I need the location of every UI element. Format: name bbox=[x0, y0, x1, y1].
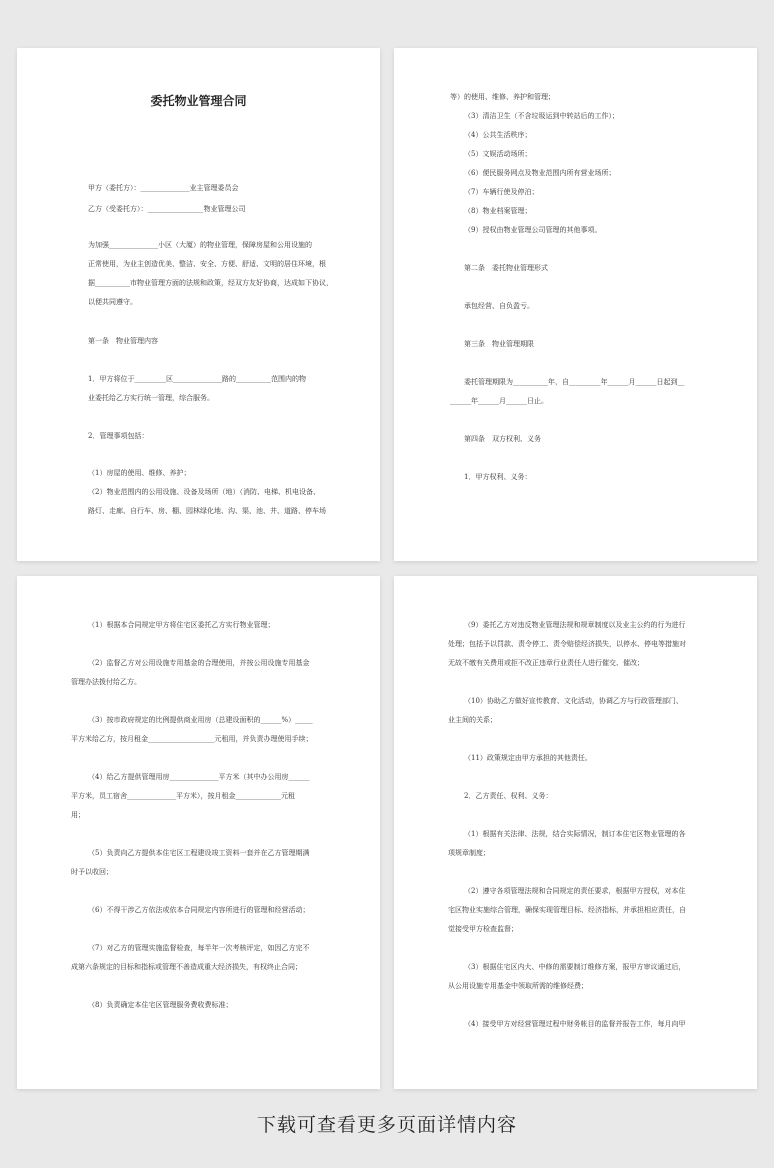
text-line: 2．管理事项包括： bbox=[88, 432, 149, 440]
text-line: 业委托给乙方实行统一管理，综合服务。 bbox=[88, 394, 214, 402]
text-line: （4）公共生活秩序； bbox=[464, 131, 532, 139]
section-heading: 第四条 双方权利、义务 bbox=[464, 435, 541, 443]
text-line: （5）文娱活动场所； bbox=[464, 150, 532, 158]
text-line: 从公用设施专用基金中领取所需的维修经费； bbox=[448, 982, 588, 990]
text-line: （1）房屋的使用、维修、养护； bbox=[88, 469, 191, 477]
text-line: （4）接受甲方对经营管理过程中财务帐目的监督并报告工作，每月向甲 bbox=[464, 1020, 686, 1028]
text-line: （6）不得干涉乙方依法或依本合同规定内容所进行的管理和经营活动； bbox=[88, 906, 310, 914]
section-heading: 第一条 物业管理内容 bbox=[88, 337, 158, 345]
text-line: 觉接受甲方检查监督； bbox=[448, 925, 518, 933]
text-line: 委托管理期限为__________年，自_________年______月______日起到__ bbox=[464, 378, 685, 386]
section-heading: 第二条 委托物业管理形式 bbox=[464, 264, 548, 272]
text-line: （3）根据住宅区内大、中修的需要制订维修方案，报甲方审议通过后， bbox=[464, 963, 686, 971]
text-line: （10）协助乙方做好宣传教育、文化活动，协调乙方与行政管理部门、 bbox=[464, 697, 683, 705]
text-line: 正常使用，为业主创造优美、整洁、安全、方便、舒适、文明的居住环境，根 bbox=[88, 260, 326, 268]
document-page-3 bbox=[17, 576, 380, 1089]
text-line: （8）物业档案管理； bbox=[464, 207, 532, 215]
text-line: 路灯、走廊、自行车、房、棚、园林绿化地、沟、渠、池、井、道路、停车场 bbox=[88, 507, 326, 515]
text-line: 承包经营、自负盈亏。 bbox=[464, 302, 534, 310]
section-heading: 第三条 物业管理期限 bbox=[464, 340, 534, 348]
text-line: 1．甲方权利、义务： bbox=[464, 473, 532, 481]
text-line: 项规章制度； bbox=[448, 849, 490, 857]
text-line: 据__________市物业管理方面的法规和政策，经双方友好协商，达成如下协议， bbox=[88, 279, 333, 287]
text-line: （2）物业范围内的公用设施、设备及场所（地）（消防、电梯、机电设备、 bbox=[88, 488, 320, 496]
text-line: 平方米，员工宿舍______________平方米），按月租金_____________元租 bbox=[71, 792, 295, 800]
text-line: （7）车辆行使及停泊； bbox=[464, 188, 539, 196]
download-more-caption: 下载可查看更多页面详情内容 bbox=[256, 1114, 517, 1136]
text-line: （3）按市政府规定的比例提供商业用房（总建设面积的______%）_____ bbox=[88, 716, 313, 724]
text-line: （6）便民服务网点及物业范围内所有营业场所； bbox=[464, 169, 616, 177]
text-line: 1．甲方将位于_________区______________路的__________范围内的物 bbox=[88, 375, 306, 383]
text-line: 以便共同遵守。 bbox=[88, 298, 137, 306]
text-line: （1）根据本合同规定甲方将住宅区委托乙方实行物业管理； bbox=[88, 621, 275, 629]
text-line: 处理；包括予以罚款、责令停工、责令赔偿经济损失，以停水、停电等措施对 bbox=[448, 640, 686, 648]
text-line: （2）遵守各项管理法规和合同规定的责任要求，根据甲方授权，对本住 bbox=[464, 887, 686, 895]
text-line: （7）对乙方的管理实施监督检查，每半年一次考核评定，如因乙方完不 bbox=[88, 944, 310, 952]
text-line: 时予以收回； bbox=[71, 868, 113, 876]
text-line: 甲方（委托方）：______________业主管理委员会 bbox=[88, 184, 239, 192]
text-line: （1）根据有关法律、法规，结合实际情况，制订本住宅区物业管理的各 bbox=[464, 830, 686, 838]
text-line: 用； bbox=[71, 811, 85, 819]
text-line: 业主间的关系； bbox=[448, 716, 497, 724]
text-line: 管理办法拨付给乙方。 bbox=[71, 678, 141, 686]
text-line: （9）授权由物业管理公司管理的其他事项。 bbox=[464, 226, 602, 234]
text-line: （3）清洁卫生（不含垃圾运到中转站后的工作）； bbox=[464, 112, 619, 120]
text-line: （5）负责向乙方提供本住宅区工程建设竣工资料一套并在乙方管理期满 bbox=[88, 849, 310, 857]
text-line: （9）委托乙方对违反物业管理法规和规章制度以及业主公约的行为进行 bbox=[464, 621, 686, 629]
document-page-4 bbox=[394, 576, 757, 1089]
text-line: 成第六条规定的目标和指标或管理不善造成重大经济损失，有权终止合同； bbox=[71, 963, 302, 971]
text-line: （8）负责确定本住宅区管理服务费收费标准； bbox=[88, 1001, 233, 1009]
text-line: 等）的使用、维修、养护和管理； bbox=[450, 93, 555, 101]
text-line: 为加强______________小区（大厦）的物业管理，保障房屋和公用设施的 bbox=[88, 241, 312, 249]
text-line: （11）政策规定由甲方承担的其他责任。 bbox=[464, 754, 592, 762]
text-line: 2．乙方责任、权利、义务： bbox=[464, 792, 553, 800]
text-line: （2）监督乙方对公用设施专用基金的合理使用，并按公用设施专用基金 bbox=[88, 659, 310, 667]
text-line: ______年______月______日止。 bbox=[450, 397, 548, 405]
text-line: 宅区物业实施综合管理，确保实现管理目标、经济指标，并承担相应责任，自 bbox=[448, 906, 686, 914]
document-page-1 bbox=[17, 48, 380, 561]
text-line: 乙方（受委托方）：________________物业管理公司 bbox=[88, 205, 246, 213]
text-line: 平方米给乙方，按月租金___________________元租用，并负责办理使用手续； bbox=[71, 735, 313, 743]
document-title: 委托物业管理合同 bbox=[150, 94, 247, 108]
document-page-2 bbox=[394, 48, 757, 561]
text-line: （4）给乙方提供管理用房______________平方米（其中办公用房______ bbox=[88, 773, 310, 781]
text-line: 无故不缴有关费用或拒不改正违章行业责任人进行催交、催改； bbox=[448, 659, 644, 667]
